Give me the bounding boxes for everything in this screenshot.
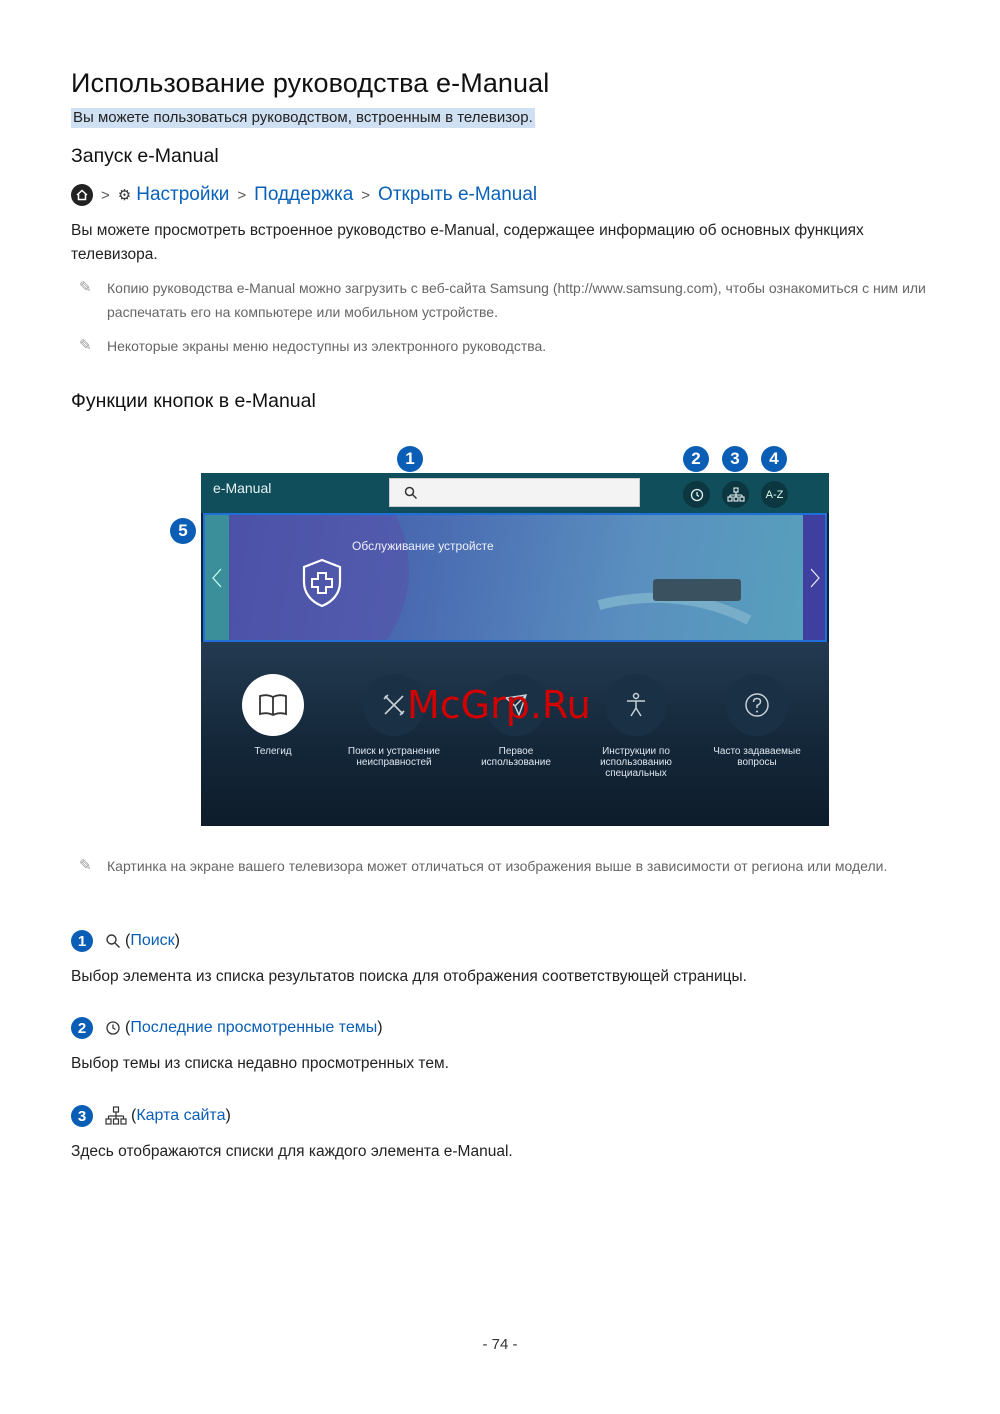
emanual-title: e-Manual (213, 480, 272, 496)
book-icon (242, 674, 304, 736)
banner-next[interactable] (803, 515, 825, 640)
emanual-search-box[interactable] (389, 478, 640, 507)
note-download (79, 276, 939, 324)
note-unavailable (79, 334, 939, 358)
banner-prev[interactable] (205, 515, 229, 640)
emanual-header (201, 473, 829, 513)
home-icon (71, 184, 93, 206)
feature-number-3: 3 (71, 1105, 93, 1127)
feature-sitemap-heading: 3 ( Карта сайта ) (71, 1105, 231, 1127)
emanual-screenshot (201, 473, 829, 826)
search-icon (404, 486, 418, 500)
banner-title: Обслуживание устройсте (352, 539, 494, 553)
note-text: Картинка на экране вашего телевизора может отличаться от изображения выше в зависимости от региона или модели. (107, 858, 888, 874)
launch-description: Вы можете просмотреть встроенное руководство e-Manual, содержащее информацию об основных функциях телевизора. (71, 222, 864, 263)
feature-name: Карта сайта (136, 1107, 226, 1124)
callout-2: 2 (683, 446, 709, 472)
sitemap-icon (727, 487, 745, 503)
page-subtitle: Вы можете пользоваться руководством, встроенным в телевизор. (73, 109, 533, 126)
callout-1: 1 (397, 446, 423, 472)
chevron-right-icon: > (361, 186, 371, 204)
history-icon (689, 487, 705, 503)
quick-link-label: Поиск и устранение неисправностей (347, 746, 441, 768)
section-heading-buttons: Функции кнопок в e-Manual (71, 390, 316, 412)
page-number: - 74 - (482, 1336, 518, 1353)
question-icon (726, 674, 788, 736)
banner-content (229, 515, 803, 640)
note-text: Копию руководства e-Manual можно загрузить с веб-сайта Samsung (http://www.samsung.com), чтобы ознакомиться с ним или распечатать его на компьютере или мобильном устройстве. (107, 280, 926, 320)
feature-history-description: Выбор темы из списка недавно просмотренных тем. (71, 1055, 449, 1072)
callout-5: 5 (170, 518, 196, 544)
menu-path (71, 182, 537, 208)
pencil-icon: ✎ (79, 337, 92, 354)
feature-search-description: Выбор элемента из списка результатов поиска для отображения соответствующей страницы. (71, 968, 747, 985)
gear-icon: ⚙ (117, 187, 132, 204)
feature-sitemap-description: Здесь отображаются списки для каждого элемента e-Manual. (71, 1143, 513, 1160)
search-icon (105, 933, 121, 949)
history-icon (105, 1020, 121, 1036)
quick-link-label: Первое использование (481, 746, 551, 768)
quick-link-tv-guide[interactable] (223, 674, 323, 779)
quick-link-accessibility[interactable] (586, 674, 686, 779)
quick-link-label: Инструкции по использованию специальных (600, 746, 672, 779)
feature-name: Поиск (130, 932, 175, 949)
pencil-icon: ✎ (79, 279, 92, 296)
shield-icon (301, 558, 343, 608)
feature-name: Последние просмотренные темы (130, 1019, 378, 1036)
path-settings[interactable]: Настройки (136, 184, 230, 205)
quick-links (201, 642, 829, 826)
chevron-right-icon (809, 567, 821, 589)
az-button[interactable]: A-Z (761, 481, 788, 508)
watermark: McGrp.Ru (407, 683, 591, 727)
chevron-right-icon: > (237, 186, 247, 204)
callout-3: 3 (722, 446, 748, 472)
quick-link-label: Часто задаваемые вопросы (713, 746, 801, 768)
sitemap-icon (105, 1106, 127, 1126)
history-button[interactable] (683, 481, 710, 508)
note-image-differs (79, 854, 939, 878)
feature-history-heading: 2 ( Последние просмотренные темы ) (71, 1017, 383, 1039)
feature-number-2: 2 (71, 1017, 93, 1039)
quick-link-faq[interactable] (707, 674, 807, 779)
callout-4: 4 (761, 446, 787, 472)
quick-link-label: Телегид (254, 746, 292, 757)
feature-number-1: 1 (71, 930, 93, 952)
section-heading-launch: Запуск e-Manual (71, 145, 219, 167)
chevron-left-icon (211, 567, 223, 589)
feature-search-heading: 1 ( Поиск ) (71, 930, 180, 952)
page-title: Использование руководства e-Manual (71, 68, 550, 98)
note-text: Некоторые экраны меню недоступны из электронного руководства. (107, 338, 547, 354)
accessibility-icon (605, 674, 667, 736)
sitemap-button[interactable] (722, 481, 749, 508)
featured-banner[interactable] (203, 513, 827, 642)
chevron-right-icon: > (101, 186, 110, 204)
path-support[interactable]: Поддержка (254, 184, 354, 205)
pencil-icon: ✎ (79, 857, 92, 874)
path-open-emanual[interactable]: Открыть e-Manual (378, 184, 538, 205)
